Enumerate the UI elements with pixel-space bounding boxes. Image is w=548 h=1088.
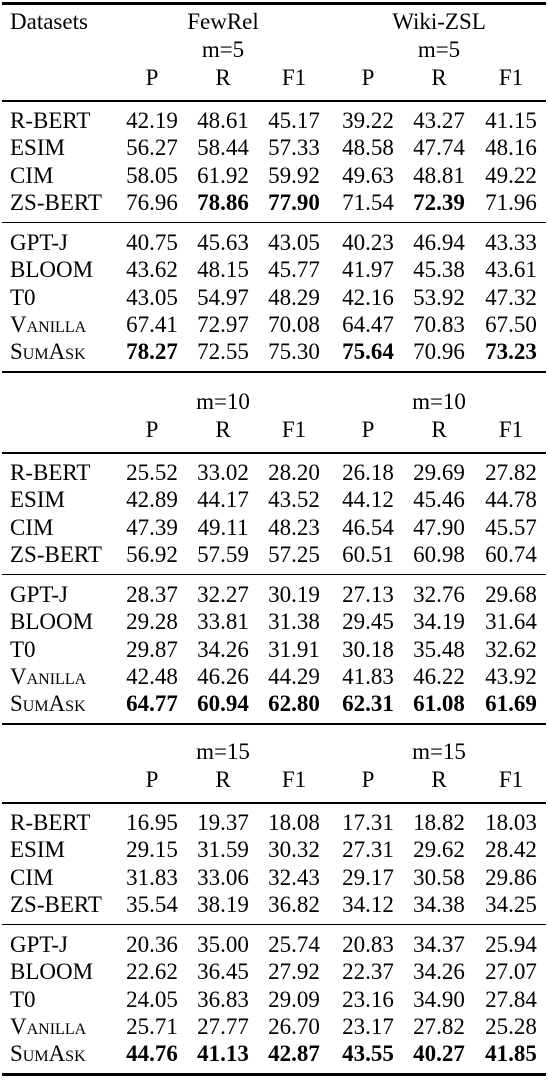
score-cell: 31.64 [485, 609, 537, 635]
metric-header: F1 [281, 417, 307, 442]
score-cell: 70.83 [413, 311, 465, 337]
score-cell: 18.03 [485, 810, 537, 835]
score-cell: 34.90 [413, 986, 465, 1012]
score-cell: 29.62 [413, 837, 465, 863]
method-name: SumAsk [10, 1041, 86, 1067]
score-cell: 43.62 [126, 257, 178, 283]
score-cell: 29.69 [413, 460, 465, 485]
metric-header: R [431, 767, 447, 792]
score-cell: 41.13 [197, 1041, 249, 1067]
method-name: CIM [10, 864, 54, 890]
metric-header: R [215, 417, 231, 442]
score-cell: 35.54 [126, 891, 178, 917]
score-cell: 56.27 [126, 135, 178, 161]
score-cell: 62.80 [268, 691, 320, 717]
score-cell: 45.63 [197, 229, 249, 255]
score-cell: 26.70 [268, 1013, 320, 1039]
score-cell: 48.15 [197, 257, 249, 283]
score-cell: 23.16 [342, 986, 394, 1012]
score-cell: 73.23 [485, 339, 537, 365]
score-cell: 48.16 [485, 135, 537, 161]
score-cell: 27.92 [268, 959, 320, 985]
metric-header: F1 [498, 417, 524, 442]
score-cell: 27.82 [485, 460, 537, 485]
method-name: T0 [10, 986, 36, 1012]
score-cell: 47.32 [485, 284, 537, 310]
score-cell: 27.82 [413, 1013, 465, 1039]
score-cell: 46.26 [197, 663, 249, 689]
m-label: m=5 [417, 37, 461, 62]
score-cell: 75.30 [268, 339, 320, 365]
score-cell: 32.76 [413, 581, 465, 607]
score-cell: 41.85 [485, 1041, 537, 1067]
score-cell: 43.27 [413, 108, 465, 133]
score-cell: 31.91 [268, 636, 320, 662]
score-cell: 42.87 [268, 1041, 320, 1067]
method-name: ZS-BERT [10, 891, 102, 917]
metric-header: F1 [281, 65, 307, 90]
score-cell: 18.82 [413, 810, 465, 835]
score-cell: 43.92 [485, 663, 537, 689]
score-cell: 27.31 [342, 837, 394, 863]
score-cell: 34.26 [197, 636, 249, 662]
method-name: R-BERT [10, 460, 91, 485]
metric-header: R [215, 65, 231, 90]
header-dataset: Wiki-ZSL [392, 9, 486, 34]
score-cell: 25.52 [126, 460, 178, 485]
score-cell: 59.92 [268, 162, 320, 188]
score-cell: 39.22 [342, 108, 394, 133]
metric-header: P [361, 767, 375, 792]
score-cell: 45.17 [268, 108, 320, 133]
score-cell: 27.77 [197, 1013, 249, 1039]
score-cell: 34.37 [413, 931, 465, 957]
score-cell: 47.39 [126, 514, 178, 540]
metric-header: F1 [281, 767, 307, 792]
score-cell: 48.61 [197, 108, 249, 133]
score-cell: 44.76 [126, 1041, 178, 1067]
score-cell: 23.17 [342, 1013, 394, 1039]
score-cell: 60.51 [342, 541, 394, 567]
score-cell: 29.86 [485, 864, 537, 890]
method-name: ESIM [10, 135, 65, 161]
m-label: m=10 [196, 389, 250, 414]
score-cell: 29.87 [126, 636, 178, 662]
method-name: Vanilla [10, 311, 87, 337]
method-name: SumAsk [10, 691, 86, 717]
score-cell: 25.74 [268, 931, 320, 957]
header-datasets: Datasets [10, 9, 88, 34]
score-cell: 33.06 [197, 864, 249, 890]
method-name: R-BERT [10, 810, 91, 835]
metric-header: R [431, 65, 447, 90]
metric-header: P [145, 65, 159, 90]
method-name: T0 [10, 284, 36, 310]
metric-header: R [215, 767, 231, 792]
score-cell: 45.46 [413, 487, 465, 513]
score-cell: 78.86 [197, 189, 249, 215]
score-cell: 64.47 [342, 311, 394, 337]
score-cell: 46.54 [342, 514, 394, 540]
score-cell: 72.39 [413, 189, 465, 215]
score-cell: 61.69 [485, 691, 537, 717]
score-cell: 24.05 [126, 986, 178, 1012]
method-name: CIM [10, 514, 54, 540]
metric-header: P [145, 767, 159, 792]
score-cell: 43.33 [485, 229, 537, 255]
method-name: Vanilla [10, 663, 87, 689]
block-rule [2, 371, 546, 373]
metric-header: R [431, 417, 447, 442]
score-cell: 30.58 [413, 864, 465, 890]
score-cell: 16.95 [126, 810, 178, 835]
score-cell: 36.82 [268, 891, 320, 917]
score-cell: 30.19 [268, 581, 320, 607]
score-cell: 35.00 [197, 931, 249, 957]
method-name: ZS-BERT [10, 541, 102, 567]
header-dataset: FewRel [187, 9, 259, 34]
score-cell: 45.57 [485, 514, 537, 540]
score-cell: 44.12 [342, 487, 394, 513]
score-cell: 48.58 [342, 135, 394, 161]
score-cell: 20.36 [126, 931, 178, 957]
score-cell: 27.07 [485, 959, 537, 985]
score-cell: 43.05 [126, 284, 178, 310]
score-cell: 61.92 [197, 162, 249, 188]
score-cell: 27.13 [342, 581, 394, 607]
score-cell: 31.38 [268, 609, 320, 635]
score-cell: 32.43 [268, 864, 320, 890]
score-cell: 54.97 [197, 284, 249, 310]
score-cell: 47.74 [413, 135, 465, 161]
score-cell: 42.48 [126, 663, 178, 689]
score-cell: 43.55 [342, 1041, 394, 1067]
score-cell: 48.29 [268, 284, 320, 310]
score-cell: 62.31 [342, 691, 394, 717]
m-label: m=10 [412, 389, 466, 414]
metric-header: F1 [498, 767, 524, 792]
score-cell: 28.37 [126, 581, 178, 607]
score-cell: 34.25 [485, 891, 537, 917]
method-name: ZS-BERT [10, 189, 102, 215]
score-cell: 76.96 [126, 189, 178, 215]
score-cell: 60.94 [197, 691, 249, 717]
score-cell: 42.19 [126, 108, 178, 133]
score-cell: 77.90 [268, 189, 320, 215]
score-cell: 61.08 [413, 691, 465, 717]
score-cell: 78.27 [126, 339, 178, 365]
score-cell: 60.74 [485, 541, 537, 567]
score-cell: 34.38 [413, 891, 465, 917]
score-cell: 33.81 [197, 609, 249, 635]
score-cell: 33.02 [197, 460, 249, 485]
method-name: CIM [10, 162, 54, 188]
score-cell: 44.29 [268, 663, 320, 689]
method-name: Vanilla [10, 1013, 87, 1039]
score-cell: 26.18 [342, 460, 394, 485]
score-cell: 47.90 [413, 514, 465, 540]
score-cell: 57.33 [268, 135, 320, 161]
score-cell: 34.19 [413, 609, 465, 635]
score-cell: 32.27 [197, 581, 249, 607]
metric-header: P [145, 417, 159, 442]
block-rule [2, 723, 546, 725]
score-cell: 57.59 [197, 541, 249, 567]
score-cell: 46.22 [413, 663, 465, 689]
score-cell: 32.62 [485, 636, 537, 662]
score-cell: 25.28 [485, 1013, 537, 1039]
score-cell: 34.26 [413, 959, 465, 985]
bottom-rule [2, 1073, 546, 1076]
score-cell: 25.94 [485, 931, 537, 957]
score-cell: 48.81 [413, 162, 465, 188]
score-cell: 34.12 [342, 891, 394, 917]
score-cell: 49.63 [342, 162, 394, 188]
header-rule [2, 802, 546, 804]
score-cell: 29.17 [342, 864, 394, 890]
group-rule [2, 222, 546, 224]
score-cell: 48.23 [268, 514, 320, 540]
method-name: GPT-J [10, 581, 68, 607]
score-cell: 41.83 [342, 663, 394, 689]
score-cell: 28.42 [485, 837, 537, 863]
score-cell: 28.20 [268, 460, 320, 485]
score-cell: 36.45 [197, 959, 249, 985]
score-cell: 41.97 [342, 257, 394, 283]
method-name: BLOOM [10, 609, 94, 635]
score-cell: 41.15 [485, 108, 537, 133]
score-cell: 58.44 [197, 135, 249, 161]
score-cell: 22.37 [342, 959, 394, 985]
score-cell: 30.32 [268, 837, 320, 863]
header-rule [2, 100, 546, 102]
score-cell: 20.83 [342, 931, 394, 957]
score-cell: 22.62 [126, 959, 178, 985]
score-cell: 71.54 [342, 189, 394, 215]
score-cell: 53.92 [413, 284, 465, 310]
score-cell: 29.45 [342, 609, 394, 635]
score-cell: 49.22 [485, 162, 537, 188]
score-cell: 36.83 [197, 986, 249, 1012]
metric-header: P [361, 417, 375, 442]
score-cell: 42.89 [126, 487, 178, 513]
score-cell: 40.75 [126, 229, 178, 255]
metric-header: P [361, 65, 375, 90]
score-cell: 38.19 [197, 891, 249, 917]
score-cell: 45.77 [268, 257, 320, 283]
score-cell: 43.52 [268, 487, 320, 513]
m-label: m=5 [201, 37, 245, 62]
score-cell: 29.68 [485, 581, 537, 607]
header-rule [2, 452, 546, 454]
score-cell: 60.98 [413, 541, 465, 567]
score-cell: 45.38 [413, 257, 465, 283]
group-rule [2, 924, 546, 926]
score-cell: 72.55 [197, 339, 249, 365]
method-name: GPT-J [10, 229, 68, 255]
group-rule [2, 574, 546, 576]
score-cell: 29.28 [126, 609, 178, 635]
score-cell: 71.96 [485, 189, 537, 215]
method-name: SumAsk [10, 339, 86, 365]
score-cell: 67.41 [126, 311, 178, 337]
score-cell: 67.50 [485, 311, 537, 337]
method-name: BLOOM [10, 959, 94, 985]
m-label: m=15 [412, 739, 466, 764]
score-cell: 17.31 [342, 810, 394, 835]
m-label: m=15 [196, 739, 250, 764]
method-name: GPT-J [10, 931, 68, 957]
method-name: ESIM [10, 487, 65, 513]
method-name: BLOOM [10, 257, 94, 283]
score-cell: 70.08 [268, 311, 320, 337]
score-cell: 18.08 [268, 810, 320, 835]
score-cell: 72.97 [197, 311, 249, 337]
score-cell: 42.16 [342, 284, 394, 310]
score-cell: 56.92 [126, 541, 178, 567]
score-cell: 29.15 [126, 837, 178, 863]
score-cell: 44.17 [197, 487, 249, 513]
score-cell: 27.84 [485, 986, 537, 1012]
score-cell: 40.23 [342, 229, 394, 255]
method-name: T0 [10, 636, 36, 662]
score-cell: 40.27 [413, 1041, 465, 1067]
score-cell: 43.61 [485, 257, 537, 283]
score-cell: 57.25 [268, 541, 320, 567]
metric-header: F1 [498, 65, 524, 90]
score-cell: 49.11 [197, 514, 249, 540]
score-cell: 58.05 [126, 162, 178, 188]
score-cell: 64.77 [126, 691, 178, 717]
score-cell: 19.37 [197, 810, 249, 835]
score-cell: 75.64 [342, 339, 394, 365]
score-cell: 25.71 [126, 1013, 178, 1039]
method-name: R-BERT [10, 108, 91, 133]
score-cell: 29.09 [268, 986, 320, 1012]
method-name: ESIM [10, 837, 65, 863]
score-cell: 44.78 [485, 487, 537, 513]
score-cell: 46.94 [413, 229, 465, 255]
score-cell: 30.18 [342, 636, 394, 662]
score-cell: 70.96 [413, 339, 465, 365]
score-cell: 31.59 [197, 837, 249, 863]
score-cell: 31.83 [126, 864, 178, 890]
score-cell: 43.05 [268, 229, 320, 255]
score-cell: 35.48 [413, 636, 465, 662]
top-rule [2, 2, 546, 5]
